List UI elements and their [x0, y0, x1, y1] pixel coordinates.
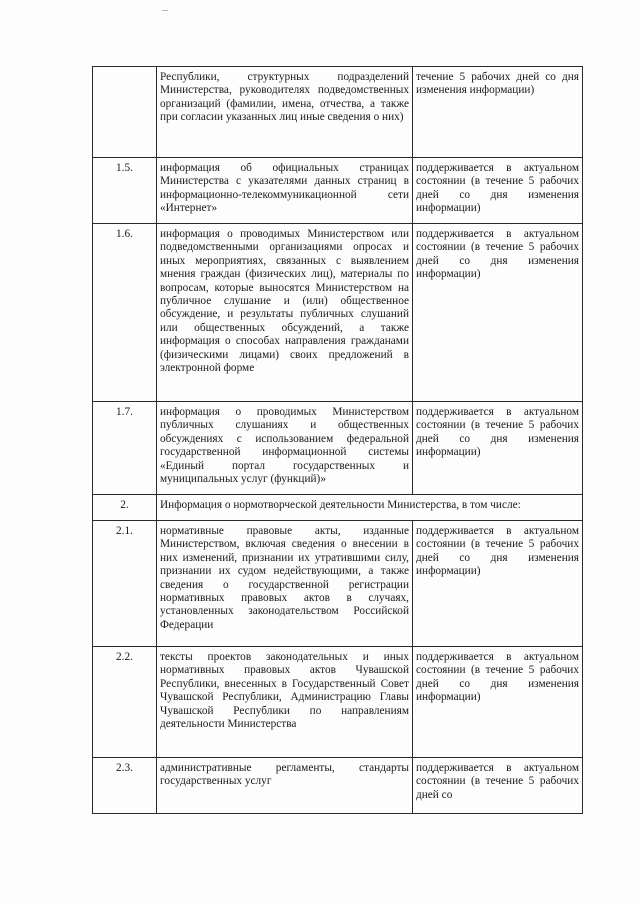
row-period: поддерживается в актуальном состоянии (в течение 5 рабочих дней со дня изменения информации) [413, 647, 583, 758]
row-number [93, 67, 157, 158]
row-period: течение 5 рабочих дней со дня изменения информации) [413, 67, 583, 158]
row-description: Республики, структурных подразделений Министерства, руководителях подведомственных организаций (фамилии, имена, отчества, а также при согласии указанных лиц иные сведения о них) [157, 67, 413, 158]
row-number: 2.2. [93, 647, 157, 758]
row-period: поддерживается в актуальном состоянии (в течение 5 рабочих дней со дня изменения информации) [413, 224, 583, 402]
row-description: тексты проектов законодательных и иных нормативных правовых актов Чувашской Республики, внесенных в Государственный Совет Чувашской Республики, Администрацию Главы Чувашской Республики по направлениям деятельности Министерства [157, 647, 413, 758]
row-description: информация о проводимых Министерством публичных слушаниях и общественных обсуждениях с использованием федеральной государственной информационной системы «Единый портал государственных и муниципальных услуг (функций)» [157, 402, 413, 495]
publication-table [92, 66, 583, 814]
row-number: 1.5. [93, 158, 157, 224]
table-row [93, 521, 583, 647]
section-heading-row [93, 495, 583, 521]
row-description: нормативные правовые акты, изданные Министерством, включая сведения о внесении в них изменений, признании их утратившими силу, признании их судом недействующими, а также сведения о государственной регистрации нормативных правовых актов в случаях, установленных законодательством Российской Федерации [157, 521, 413, 647]
row-number: 1.7. [93, 402, 157, 495]
row-number: 2. [93, 495, 157, 521]
row-number: 2.1. [93, 521, 157, 647]
table-row [93, 158, 583, 224]
row-description: информация об официальных страницах Министерства с указателями данных страниц в информационно-телекоммуникационной сети «Интернет» [157, 158, 413, 224]
table-row [93, 647, 583, 758]
row-period: поддерживается в актуальном состоянии (в течение 5 рабочих дней со дня изменения информации) [413, 158, 583, 224]
table-row [93, 402, 583, 495]
scan-mark [162, 10, 168, 11]
table-row [93, 758, 583, 814]
row-period: поддерживается в актуальном состоянии (в течение 5 рабочих дней со дня изменения информации) [413, 402, 583, 495]
section-heading: Информация о нормотворческой деятельности Министерства, в том числе: [157, 495, 583, 521]
row-number: 1.6. [93, 224, 157, 402]
table-row [93, 67, 583, 158]
row-description: административные регламенты, стандарты государственных услуг [157, 758, 413, 814]
table-row [93, 224, 583, 402]
row-number: 2.3. [93, 758, 157, 814]
row-period: поддерживается в актуальном состоянии (в течение 5 рабочих дней со [413, 758, 583, 814]
row-period: поддерживается в актуальном состоянии (в течение 5 рабочих дней со дня изменения информации) [413, 521, 583, 647]
row-description: информация о проводимых Министерством или подведомственными организациями опросах и иных мероприятиях, связанных с выявлением мнения граждан (физических лиц), материалы по вопросам, которые выносятся Министерством на публичное слушание и (или) общественное обсуждение, и результаты публичных слушаний или общественных обсуждений, а также информация о способах направления гражданами (физическими лицами) своих предложений в электронной форме [157, 224, 413, 402]
